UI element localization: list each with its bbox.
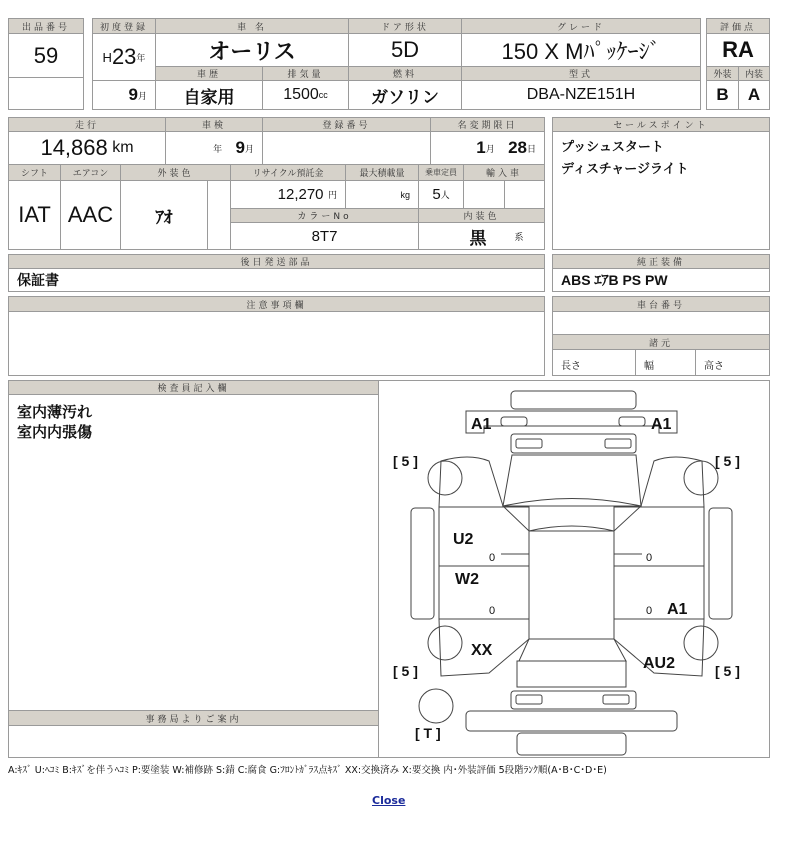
history-label: 車歴 xyxy=(155,66,263,81)
color-sub xyxy=(207,180,231,250)
tire-rear-right: [ 5 ] xyxy=(715,663,740,679)
grade-label: グレード xyxy=(461,18,701,34)
inspector-note: 室内薄汚れ xyxy=(17,403,93,421)
sales-points-box xyxy=(552,131,770,250)
mileage-label: 走行 xyxy=(8,117,166,132)
lot-label: 出品番号 xyxy=(8,18,84,34)
close-link[interactable]: Close xyxy=(372,794,406,807)
inspection-month: 9 xyxy=(235,138,245,157)
model-label: 型式 xyxy=(461,66,701,81)
mark-right-rear-door: A1 xyxy=(667,601,688,618)
length-label: 長さ xyxy=(552,349,636,376)
damage-diagram xyxy=(378,380,770,758)
color-no-label: カラーNo xyxy=(230,208,419,223)
year: 23 xyxy=(111,44,137,69)
mileage-value xyxy=(8,131,166,165)
nc-day-unit: 日 xyxy=(526,143,536,154)
grade-value: 150 X Mﾊﾟｯｹｰｼﾞ xyxy=(461,33,701,67)
displacement: 1500 xyxy=(283,86,319,103)
nc-month: 1 xyxy=(476,138,486,157)
inspection-label: 車検 xyxy=(165,117,263,132)
reg-no-value xyxy=(262,131,431,165)
month: 9 xyxy=(128,85,138,104)
inspector-label: 検査員記入欄 xyxy=(8,380,379,395)
first-reg-month xyxy=(92,80,156,110)
model-value: DBA-NZE151H xyxy=(461,80,701,110)
tire-rear-left: [ 5 ] xyxy=(393,663,418,679)
displacement-label: 排気量 xyxy=(262,66,349,81)
mark-left-front-door: U2 xyxy=(453,531,474,548)
ac-value: AAC xyxy=(60,180,121,250)
pillar-mark: 0 xyxy=(489,605,496,617)
office-label: 事務局よりご案内 xyxy=(8,710,379,726)
interior-color-label: 内装色 xyxy=(418,208,545,223)
month-unit: 月 xyxy=(137,90,147,101)
shift-value: IAT xyxy=(8,180,61,250)
ext-label: 外装 xyxy=(706,66,739,81)
tire-front-left: [ 5 ] xyxy=(393,453,418,469)
sales-point: ディスチャージライト xyxy=(561,162,689,177)
first-reg-year xyxy=(92,33,156,81)
notes-box xyxy=(8,311,545,376)
load-unit: kg xyxy=(345,180,419,209)
reg-no-label: 登録番号 xyxy=(262,117,431,132)
int-label: 内装 xyxy=(738,66,770,81)
mark-left-rear-fender: XX xyxy=(471,642,493,659)
mark-front-left: A1 xyxy=(471,416,492,433)
color-no-value: 8T7 xyxy=(230,222,419,250)
year-unit: 年 xyxy=(136,52,146,63)
score-value: RA xyxy=(706,33,770,67)
recycle-value xyxy=(230,180,346,209)
import-a xyxy=(463,180,505,209)
spare-tire: [ T ] xyxy=(415,725,441,741)
inspector-note: 室内内張傷 xyxy=(17,423,93,441)
inspection-month-unit: 月 xyxy=(244,143,254,154)
mileage-unit: km xyxy=(112,139,134,156)
pillar-mark: 0 xyxy=(646,552,653,564)
lot-number: 59 xyxy=(8,33,84,78)
score-label: 評価点 xyxy=(706,18,770,34)
shift-label: シフト xyxy=(8,164,61,181)
door-label: ドア形状 xyxy=(348,18,462,34)
equipment-value: ABS ｴｱB PS PW xyxy=(552,268,770,292)
inspection-value xyxy=(165,131,263,165)
later-parts-value: 保証書 xyxy=(8,268,545,292)
capacity-value xyxy=(418,180,464,209)
car-name-label: 車 名 xyxy=(155,18,349,34)
chassis-label: 車台番号 xyxy=(552,296,770,312)
recycle-label: リサイクル預託金 xyxy=(230,164,346,181)
mark-left-rear-door: W2 xyxy=(455,571,479,588)
load-label: 最大積載量 xyxy=(345,164,419,181)
inspector-notes xyxy=(8,394,379,711)
name-change-value xyxy=(430,131,545,165)
legend: A:ｷｽﾞ U:ﾍｺﾐ B:ｷｽﾞを伴うﾍｺﾐ P:要塗装 W:補修跡 S:錆 C:腐食 G:ﾌﾛﾝﾄｶﾞﾗｽ点ｷｽﾞ XX:交換済み X:要交換 内･外装評価 5段階ﾗﾝｸ順(A･B･C･D･E) xyxy=(8,765,607,776)
mark-front-right: A1 xyxy=(651,416,672,433)
mileage: 14,868 xyxy=(40,135,108,160)
sales-points-label: セールスポイント xyxy=(552,117,770,132)
nc-month-unit: 月 xyxy=(485,143,495,154)
era: H xyxy=(102,49,112,65)
pillar-mark: 0 xyxy=(489,552,496,564)
interior-color-value xyxy=(418,222,545,250)
interior-color-unit: 系 xyxy=(514,231,524,242)
color-label: 外装色 xyxy=(120,164,231,181)
lot-empty xyxy=(8,77,84,110)
ext-grade: B xyxy=(706,80,739,110)
int-grade: A xyxy=(738,80,770,110)
displacement-value xyxy=(262,80,349,110)
car-name: オーリス xyxy=(155,33,349,67)
recycle: 12,270 xyxy=(277,186,324,203)
capacity-unit: 人 xyxy=(440,190,450,200)
office-box xyxy=(8,725,379,758)
fuel-label: 燃料 xyxy=(348,66,462,81)
capacity: 5 xyxy=(432,186,441,203)
ac-label: エアコン xyxy=(60,164,121,181)
color-value: ｱｵ xyxy=(120,180,208,250)
inspection-year-unit: 年 xyxy=(213,143,223,154)
first-reg-label: 初度登録 xyxy=(92,18,156,34)
displacement-unit: cc xyxy=(318,90,328,100)
door-value: 5D xyxy=(348,33,462,67)
height-label: 高さ xyxy=(695,349,770,376)
specs-label: 諸元 xyxy=(552,334,770,350)
name-change-label: 名変期限日 xyxy=(430,117,545,132)
fuel-value: ガソリン xyxy=(348,80,462,110)
interior-color: 黒 xyxy=(469,228,487,248)
import-b xyxy=(504,180,545,209)
sales-point: プッシュスタート xyxy=(561,140,664,155)
later-parts-label: 後日発送部品 xyxy=(8,254,545,269)
nc-day: 28 xyxy=(508,138,527,157)
notes-label: 注意事項欄 xyxy=(8,296,545,312)
recycle-unit: 円 xyxy=(327,190,337,200)
tire-front-right: [ 5 ] xyxy=(715,453,740,469)
mark-right-rear-fender: AU2 xyxy=(643,655,676,672)
pillar-mark: 0 xyxy=(646,605,653,617)
equipment-label: 純正装備 xyxy=(552,254,770,269)
import-label: 輸入車 xyxy=(463,164,545,181)
width-label: 幅 xyxy=(635,349,696,376)
history-value: 自家用 xyxy=(155,80,263,110)
chassis-value xyxy=(552,311,770,335)
capacity-label: 乗車定員 xyxy=(418,164,464,181)
